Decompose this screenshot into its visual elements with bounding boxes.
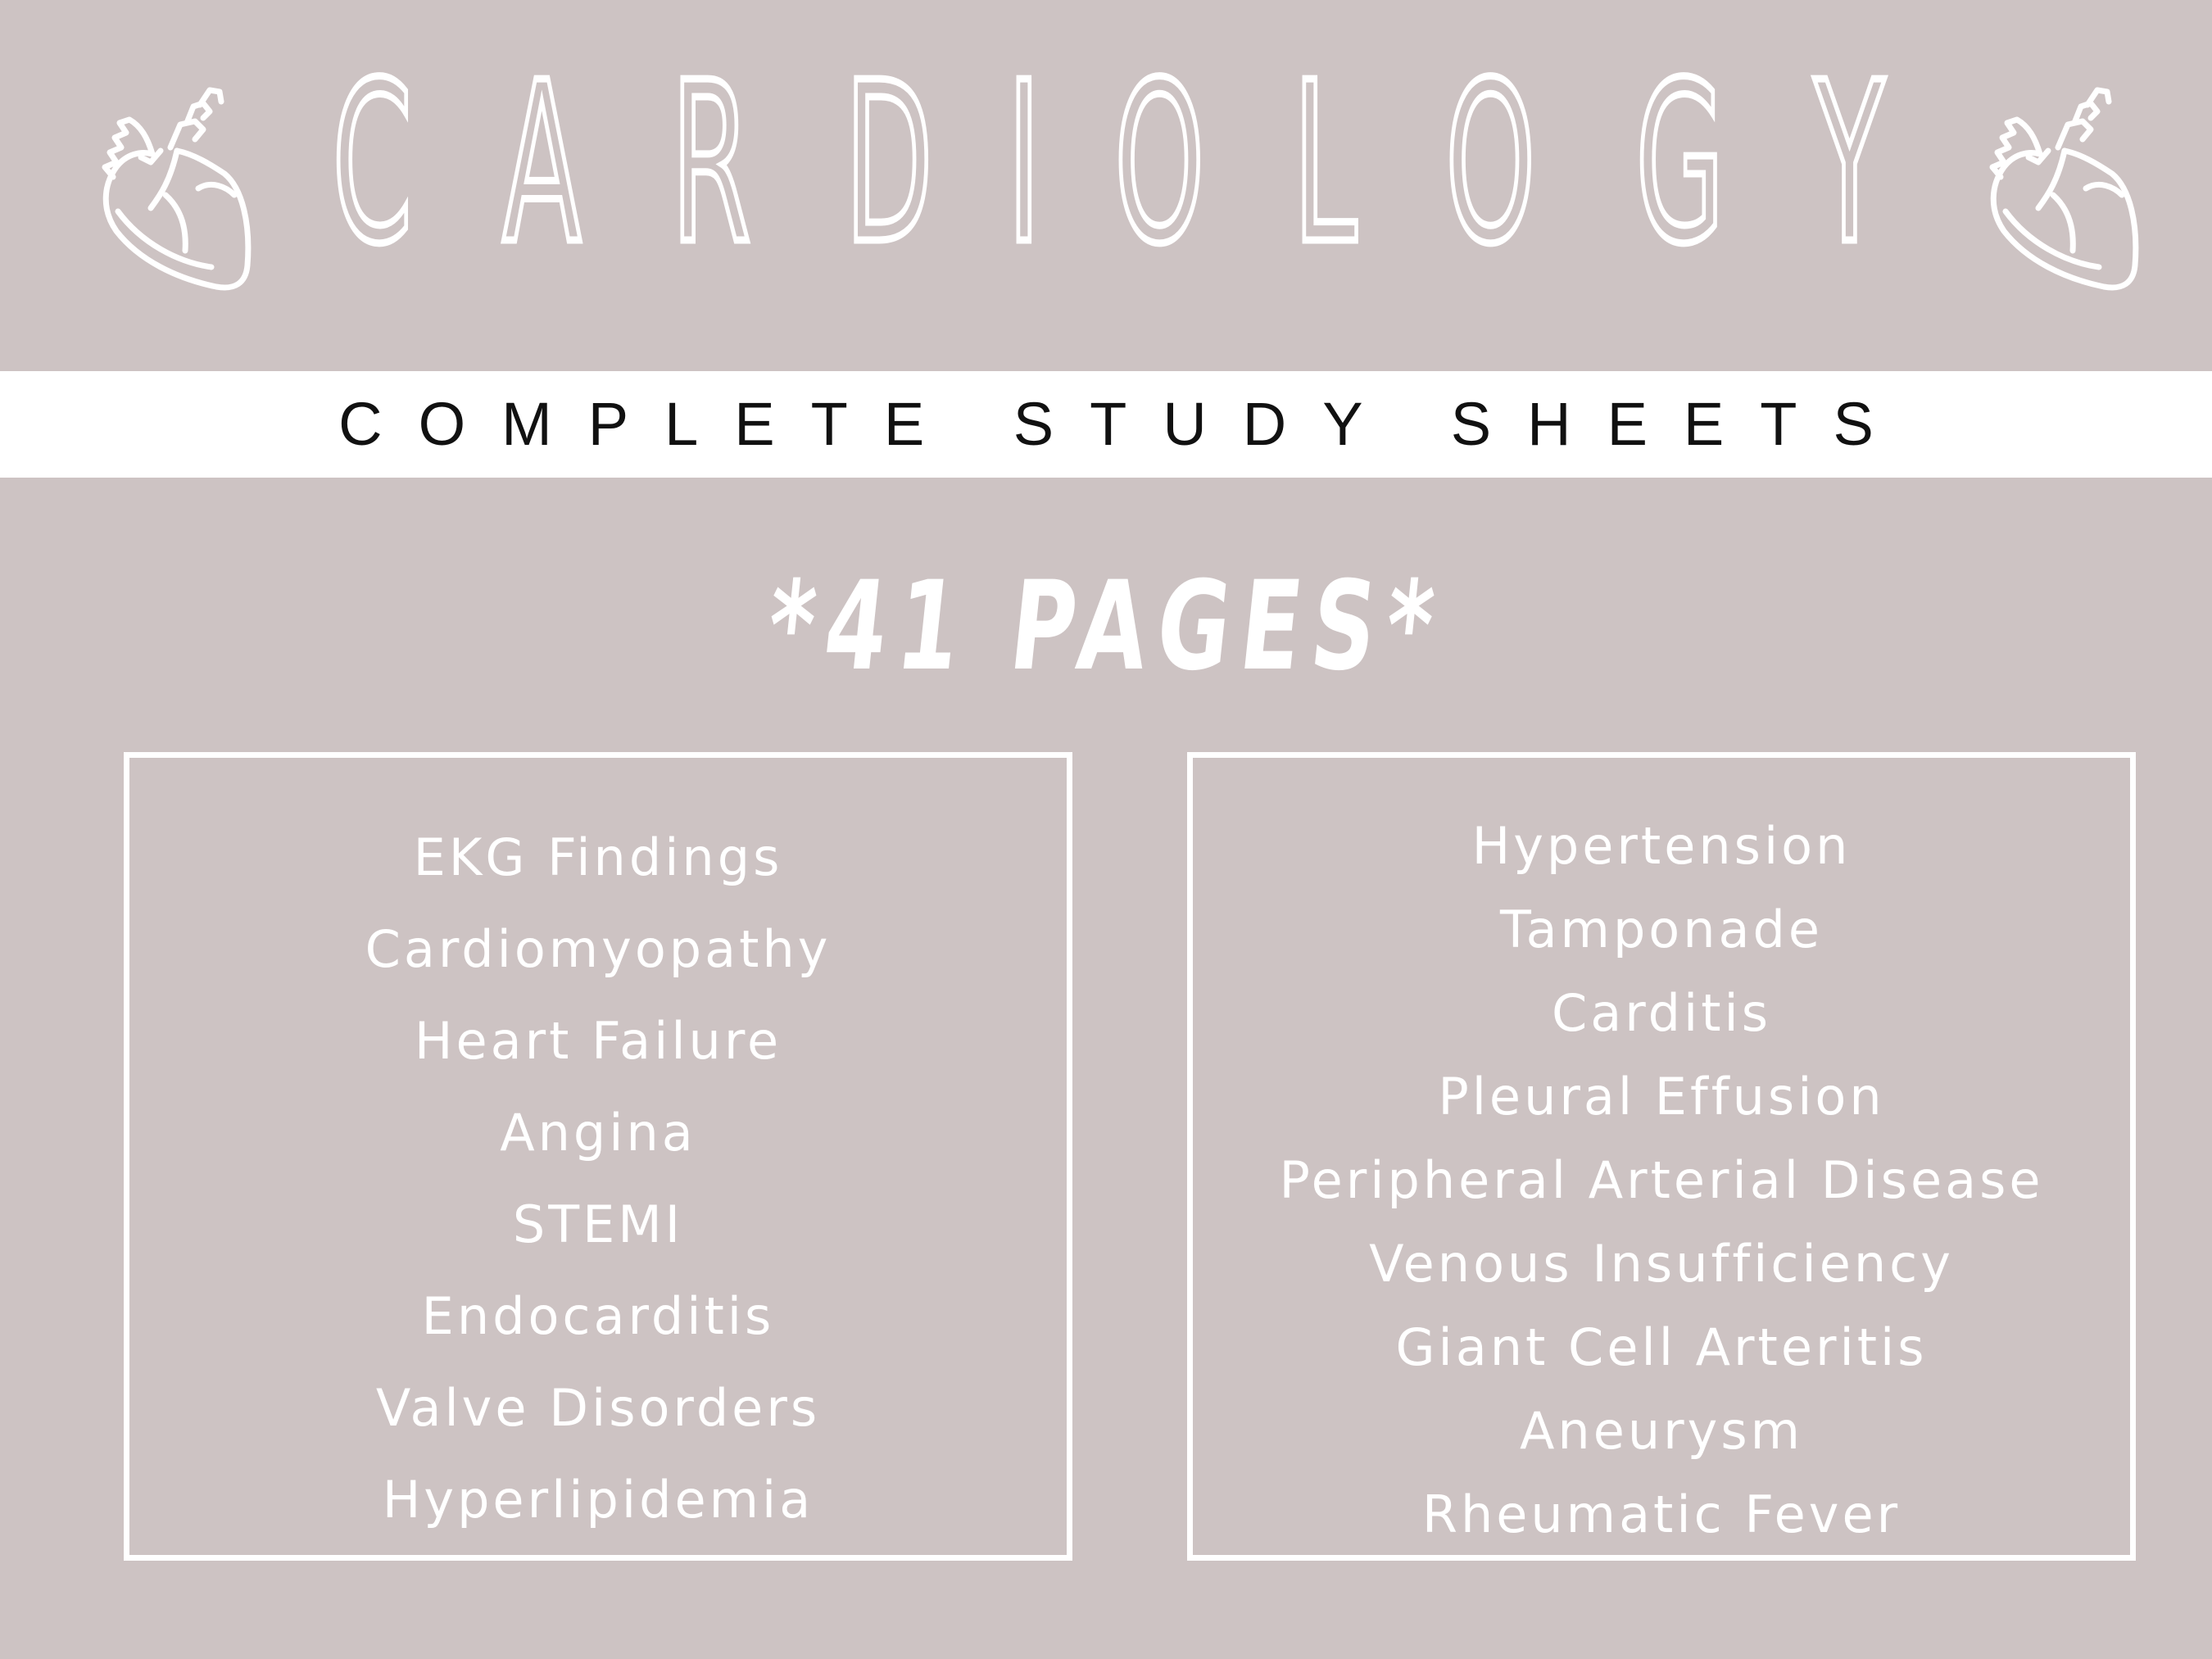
title-letter: C — [332, 34, 413, 292]
anatomical-heart-icon — [1960, 72, 2148, 293]
page-title — [295, 34, 1917, 292]
topic-item: Tamponade — [1499, 900, 1824, 959]
title-letter: I — [1006, 34, 1041, 292]
topic-item: Carditis — [1551, 983, 1772, 1043]
topic-item: Rheumatic Fever — [1421, 1484, 1902, 1544]
anatomical-heart-icon — [72, 72, 261, 293]
title-letter: R — [670, 34, 751, 292]
topic-item: Heart Failure — [414, 1011, 782, 1071]
topics-box-left — [124, 752, 1072, 1561]
topic-item: Hyperlipidemia — [382, 1470, 814, 1530]
topic-item: Peripheral Arterial Disease — [1279, 1150, 2044, 1210]
title-letter: G — [1634, 34, 1725, 292]
topic-item: STEMI — [512, 1194, 684, 1254]
topic-item: Hypertension — [1471, 816, 1852, 876]
subtitle-banner — [0, 371, 2212, 478]
page-count-label — [0, 557, 2212, 696]
topics-box-right — [1187, 752, 2136, 1561]
topic-list-left — [129, 812, 1067, 1546]
subtitle-text: COMPLETE STUDY SHEETS — [338, 390, 1910, 458]
topic-item: Pleural Effusion — [1438, 1067, 1885, 1126]
topic-item: Aneurysm — [1519, 1401, 1804, 1461]
topic-item: EKG Findings — [413, 827, 783, 887]
topic-item: Venous Insufficiency — [1369, 1234, 1954, 1294]
topic-item: Cardiomyopathy — [365, 919, 832, 979]
title-letter: O — [1444, 34, 1536, 292]
topic-item: Angina — [500, 1103, 696, 1163]
title-letter: L — [1293, 34, 1358, 292]
title-letter: O — [1114, 34, 1205, 292]
title-letter: Y — [1814, 34, 1885, 292]
topic-list-right — [1193, 805, 2130, 1557]
topic-item: Endocarditis — [421, 1286, 775, 1346]
title-letter: A — [502, 34, 582, 292]
page-count-text: *41 PAGES* — [761, 555, 1451, 698]
topic-item: Giant Cell Arteritis — [1395, 1317, 1928, 1377]
topic-item: Valve Disorders — [375, 1378, 821, 1438]
title-letter: D — [845, 34, 934, 292]
